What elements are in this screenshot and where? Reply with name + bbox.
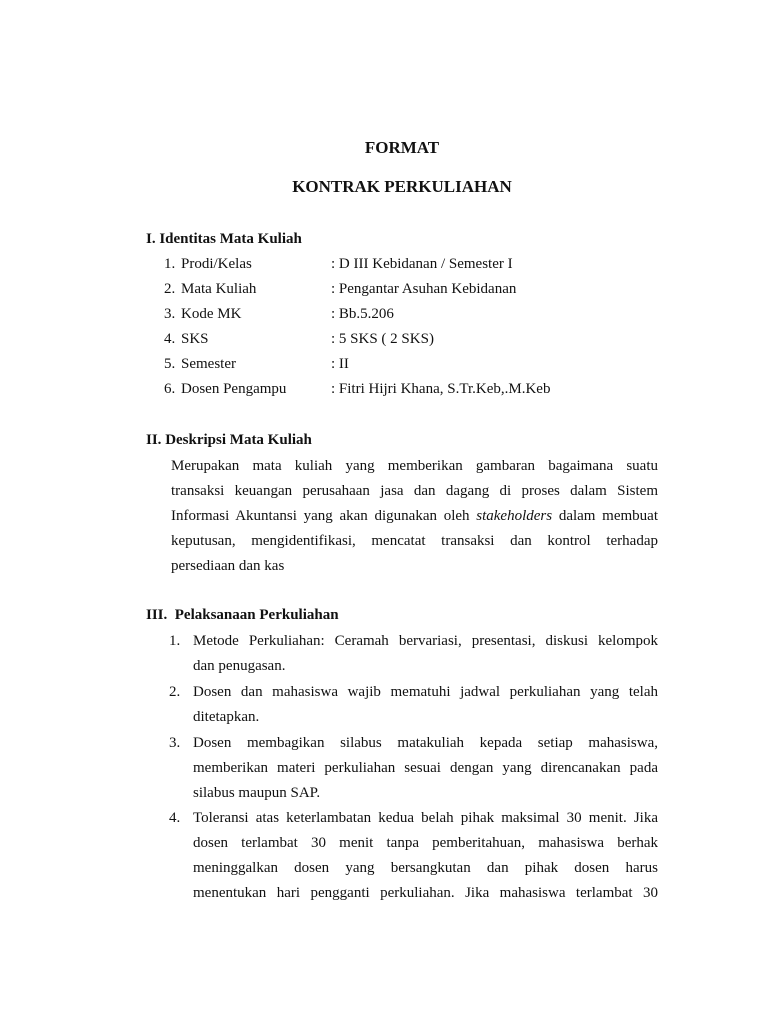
section-title: Identitas Mata Kuliah (159, 231, 302, 247)
section-number: I. (146, 231, 156, 247)
list-line: memberikan materi perkuliahan sesuai dengan yang direncanakan pada (193, 760, 658, 776)
paragraph-line (171, 504, 658, 529)
list-text (193, 629, 658, 679)
row-value: : Bb.5.206 (331, 306, 394, 322)
row-number: 5. (164, 356, 176, 372)
paragraph-text: Informasi Akuntansi yang akan digunakan oleh (171, 508, 477, 524)
paragraph-line: transaksi keuangan perusahaan jasa dan dagang di proses dalam Sistem (171, 483, 658, 499)
document-title: FORMAT (364, 138, 440, 157)
paragraph-line: keputusan, mengidentifikasi, mencatat transaksi dan kontrol terhadap (171, 533, 658, 549)
paragraph-text: dalam membuat (552, 508, 659, 524)
section-heading-pelaksanaan (146, 605, 339, 625)
list-number: 2. (169, 684, 181, 700)
description-paragraph (171, 454, 658, 579)
list-text (193, 680, 658, 730)
section-number: II. (146, 432, 162, 448)
row-number: 6. (164, 381, 176, 397)
row-value: : 5 SKS ( 2 SKS) (331, 331, 434, 347)
list-line: dan penugasan. (193, 658, 286, 674)
list-line: Dosen dan mahasiswa wajib mematuhi jadwal perkuliahan yang telah (193, 684, 658, 700)
section-title: Deskripsi Mata Kuliah (165, 432, 312, 448)
list-text (193, 806, 658, 906)
section-heading-identitas (146, 229, 302, 249)
section-heading-deskripsi (146, 430, 312, 450)
row-number: 1. (164, 256, 176, 272)
list-number: 1. (169, 633, 181, 649)
document-subtitle: KONTRAK PERKULIAHAN (292, 177, 512, 196)
row-value: : Fitri Hijri Khana, S.Tr.Keb,.M.Keb (331, 381, 551, 397)
row-value: : Pengantar Asuhan Kebidanan (331, 281, 517, 297)
list-number: 3. (169, 735, 181, 751)
paragraph-line: Merupakan mata kuliah yang memberikan gambaran bagaimana suatu (171, 458, 658, 474)
row-number: 4. (164, 331, 176, 347)
row-label: Semester (181, 356, 236, 372)
row-label: Prodi/Kelas (181, 256, 252, 272)
paragraph-line: persediaan dan kas (171, 558, 285, 574)
row-label: Kode MK (181, 306, 242, 322)
row-number: 3. (164, 306, 176, 322)
list-line: Dosen membagikan silabus matakuliah kepada setiap mahasiswa, (193, 735, 658, 751)
list-line: Metode Perkuliahan: Ceramah bervariasi, presentasi, diskusi kelompok (193, 633, 658, 649)
list-line: dosen terlambat 30 menit tanpa pemberitahuan, mahasiswa berhak (193, 835, 658, 851)
section-title: Pelaksanaan Perkuliahan (174, 607, 339, 623)
list-line: Toleransi atas keterlambatan kedua belah pihak maksimal 30 menit. Jika (193, 810, 658, 826)
row-value: : II (331, 356, 349, 372)
row-number: 2. (164, 281, 176, 297)
paragraph-emphasis: stakeholders (476, 508, 553, 524)
row-label: Mata Kuliah (181, 281, 257, 297)
row-label: SKS (181, 331, 209, 347)
section-number: III. (146, 607, 168, 623)
list-line: silabus maupun SAP. (193, 785, 321, 801)
row-label: Dosen Pengampu (181, 381, 287, 397)
list-line: menentukan hari pengganti perkuliahan. Jika mahasiswa terlambat 30 (193, 885, 658, 901)
list-text (193, 731, 658, 806)
list-line: meninggalkan dosen yang bersangkutan dan pihak dosen harus (193, 860, 658, 876)
row-value: : D III Kebidanan / Semester I (331, 256, 513, 272)
list-number: 4. (169, 810, 181, 826)
list-line: ditetapkan. (193, 709, 260, 725)
